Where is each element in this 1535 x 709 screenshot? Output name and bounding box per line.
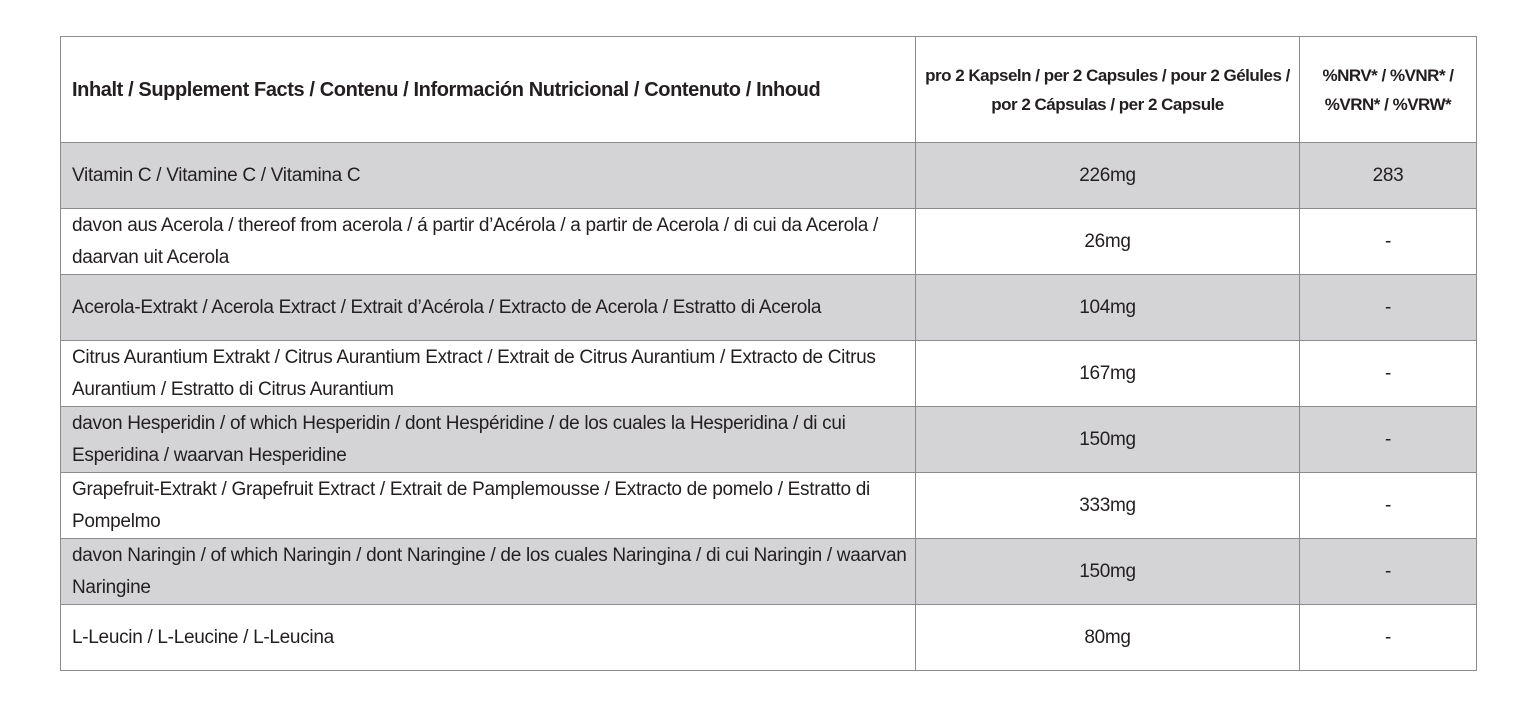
table-row xyxy=(61,209,1477,275)
ingredient-name: davon Naringin / of which Naringin / dont Naringine / de los cuales Naringina / di cui Naringin / waarvan Naringine xyxy=(61,539,916,605)
table-row xyxy=(61,605,1477,671)
supplement-facts-table xyxy=(60,36,1477,671)
ingredient-amount: 80mg xyxy=(916,605,1300,671)
header-nrv-line1: %NRV* / %VNR* / xyxy=(1322,65,1454,85)
ingredient-name: L-Leucin / L-Leucine / L-Leucina xyxy=(61,605,916,671)
ingredient-amount: 150mg xyxy=(916,407,1300,473)
table-row xyxy=(61,143,1477,209)
ingredient-nrv: 283 xyxy=(1300,143,1477,209)
header-name-cell xyxy=(61,37,916,143)
ingredient-name: Vitamin C / Vitamine C / Vitamina C xyxy=(61,143,916,209)
table-row xyxy=(61,407,1477,473)
ingredient-nrv: - xyxy=(1300,209,1477,275)
header-amount-line2: por 2 Cápsulas / per 2 Capsule xyxy=(991,94,1224,114)
header-amount-line1: pro 2 Kapseln / per 2 Capsules / pour 2 Gélules / xyxy=(925,65,1290,85)
ingredient-amount: 333mg xyxy=(916,473,1300,539)
header-nrv-cell xyxy=(1300,37,1477,143)
ingredient-name: Acerola-Extrakt / Acerola Extract / Extrait d’Acérola / Extracto de Acerola / Estratto di Acerola xyxy=(61,275,916,341)
ingredient-name: davon aus Acerola / thereof from acerola / á partir d’Acérola / a partir de Acerola / di cui da Acerola / daarvan uit Acerola xyxy=(61,209,916,275)
header-amount-cell xyxy=(916,37,1300,143)
ingredient-nrv: - xyxy=(1300,473,1477,539)
table-row xyxy=(61,341,1477,407)
ingredient-amount: 150mg xyxy=(916,539,1300,605)
header-name-label: Inhalt / Supplement Facts / Contenu / Información Nutricional / Contenuto / Inhoud xyxy=(72,78,821,101)
ingredient-nrv: - xyxy=(1300,605,1477,671)
ingredient-amount: 167mg xyxy=(916,341,1300,407)
ingredient-name: davon Hesperidin / of which Hesperidin / dont Hespéridine / de los cuales la Hesperidina / di cui Esperidina / waarvan Hesperidine xyxy=(61,407,916,473)
ingredient-name: Citrus Aurantium Extrakt / Citrus Aurantium Extract / Extrait de Citrus Aurantium / Extracto de Citrus Aurantium / Estratto di Citrus Aurantium xyxy=(61,341,916,407)
table-row xyxy=(61,473,1477,539)
ingredient-amount: 104mg xyxy=(916,275,1300,341)
ingredient-amount: 226mg xyxy=(916,143,1300,209)
ingredient-nrv: - xyxy=(1300,539,1477,605)
ingredient-nrv: - xyxy=(1300,275,1477,341)
header-nrv-line2: %VRN* / %VRW* xyxy=(1324,94,1452,114)
table-row xyxy=(61,275,1477,341)
ingredient-nrv: - xyxy=(1300,407,1477,473)
table-row xyxy=(61,539,1477,605)
ingredient-amount: 26mg xyxy=(916,209,1300,275)
ingredient-name: Grapefruit-Extrakt / Grapefruit Extract / Extrait de Pamplemousse / Extracto de pomelo / Estratto di Pompelmo xyxy=(61,473,916,539)
table-header-row xyxy=(61,37,1477,143)
ingredient-nrv: - xyxy=(1300,341,1477,407)
